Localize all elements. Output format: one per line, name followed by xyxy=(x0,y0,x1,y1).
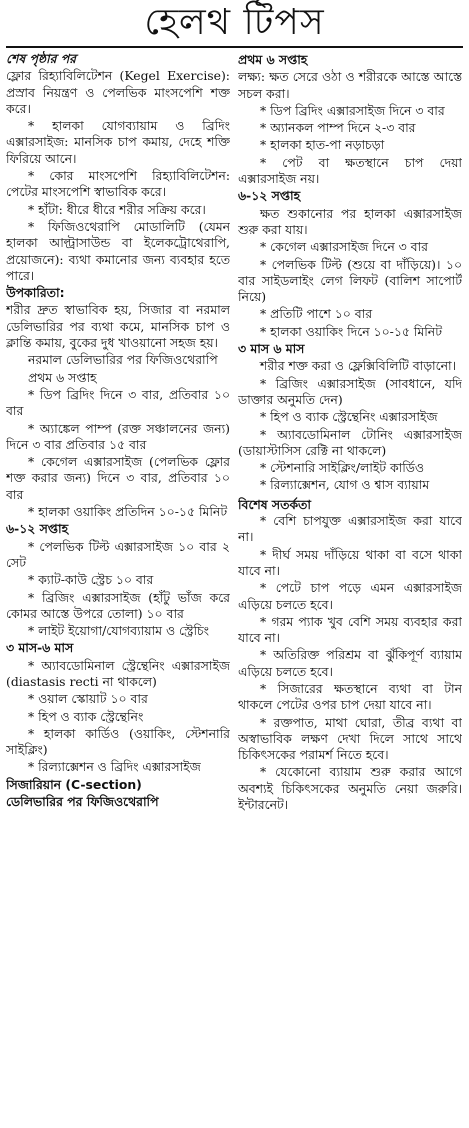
left-column xyxy=(6,51,230,1126)
list-item: * হালকা হাত-পা নড়াচড়া xyxy=(260,137,385,153)
list-item: * দীর্ঘ সময় দাঁড়িয়ে থাকা বা বসে থাকা যাবে না। xyxy=(238,546,462,578)
list-item: * ক্যাট-কাউ স্ট্রেচ ১০ বার xyxy=(28,572,154,588)
list-item: * কেগেল এক্সারসাইজ (পেলভিক ফ্লোর শক্ত করার জন্য) দিনে ৩ বার, প্রতিবার ১০ বার xyxy=(6,454,230,502)
list-item: * কেগেল এক্সারসাইজ দিনে ৩ বার xyxy=(260,239,428,255)
paragraph: * হালকা যোগব্যায়াম ও ব্রিদিং এক্সারসাইজ: মানসিক চাপ কমায়, দেহে শক্তি ফিরিয়ে আনে। xyxy=(6,118,230,166)
list-item: * পেলভিক টিল্ট (শুয়ে বা দাঁড়িয়ে)। ১০ বার সাইডলাইং লেগ লিফট (বালিশ সাপোর্ট নিয়ে) xyxy=(238,256,462,305)
paragraph: শরীর শক্ত করা ও ফ্লেক্সিবিলিটি বাড়ানো। xyxy=(260,358,457,374)
list-item: * অতিরিক্ত পরিশ্রম বা ঝুঁকিপূর্ণ ব্যায়াম এড়িয়ে চলতে হবে। xyxy=(238,647,462,679)
list-item: * স্টেশনারি সাইক্লিং/লাইট কার্ডিও xyxy=(260,460,425,476)
list-item: * অ্যানকল পাম্প দিনে ২-৩ বার xyxy=(260,120,416,136)
list-item: * হালকা ওয়াকিং প্রতিদিন ১০-১৫ মিনিট xyxy=(28,504,228,520)
list-item: * প্রতিটি পাশে ১০ বার xyxy=(260,306,373,322)
list-item: * রিল্যাক্সেশন, যোগ ও শ্বাস ব্যায়াম xyxy=(260,477,430,493)
paragraph: ক্ষত শুকানোর পর হালকা এক্সারসাইজ শুরু করা যায়। xyxy=(238,205,462,237)
masthead xyxy=(6,0,463,46)
list-item: * হালকা ওয়াকিং দিনে ১০-১৫ মিনিট xyxy=(260,323,442,339)
list-item: * পেটে চাপ পড়ে এমন এক্সারসাইজ এড়িয়ে চলতে হবে। xyxy=(238,580,462,612)
caution-heading: বিশেষ সতর্কতা xyxy=(238,496,311,512)
paragraph: * হাঁটা: ধীরে ধীরে শরীর সক্রিয় করে। xyxy=(28,201,206,217)
section-heading: ডেলিভারির পর ফিজিওথেরাপি xyxy=(6,794,159,810)
list-item: * লাইট ইয়োগা/যোগব্যায়াম ও স্ট্রেচিং xyxy=(28,623,210,639)
page-title: হেলথ টিপস xyxy=(144,2,325,43)
section-heading: প্রথম ৬ সপ্তাহ xyxy=(238,52,308,67)
list-item: * ওয়াল স্কোয়াট ১০ বার xyxy=(28,691,148,707)
subheading: প্রথম ৬ সপ্তাহ xyxy=(28,369,97,385)
section-heading: ৩ মাস ৬ মাস xyxy=(238,341,305,357)
list-item: * সিজারের ক্ষতস্থানে ব্যথা বা টান থাকলে পেটের ওপর চাপ দেয়া যাবে না। xyxy=(238,680,462,713)
list-item: * অ্যাঙ্কেল পাম্প (রক্ত সঞ্চালনের জন্য) দিনে ৩ বার প্রতিবার ১৫ বার xyxy=(6,420,230,452)
section-heading: ৬-১২ সপ্তাহ xyxy=(238,188,301,204)
article-columns xyxy=(6,51,463,1126)
list-item: * পেট বা ক্ষতস্থানে চাপ দেয়া এক্সারসাইজ নয়। xyxy=(238,154,462,187)
list-item: * রিল্যাক্সেশন ও ব্রিদিং এক্সারসাইজ xyxy=(28,759,201,775)
list-item: * যেকোনো ব্যায়াম শুরু করার আগে অবশ্যই চিকিৎসকের অনুমতি নেয়া জরুরি। ইন্টারনেট। xyxy=(238,764,462,813)
list-item: * পেলভিক টিল্ট এক্সারসাইজ ১০ বার ২ সেট xyxy=(6,538,230,570)
paragraph: শরীর দ্রুত স্বাভাবিক হয়, সিজার বা নরমাল ডেলিভারির পর ব্যথা কমে, মানসিক চাপ ও ক্লান্তি কমায়, বুকের দুধ খাওয়ানো সহজ হয়। xyxy=(6,302,230,351)
right-column xyxy=(238,51,462,1126)
list-item: * ব্রিজিং এক্সারসাইজ (হাঁটু ভাঁজ করে কোমর আস্তে উপরে তোলা) ১০ বার xyxy=(6,589,230,621)
list-item: * ব্রিজিং এক্সারসাইজ (সাবধানে, যদি ডাক্তার অনুমতি দেন) xyxy=(238,375,462,407)
section-heading: ৩ মাস-৬ মাস xyxy=(6,640,74,656)
paragraph: * কোর মাংসপেশি রিহ্যাবিলিটেশন: পেটের মাংসপেশি স্বাভাবিক করে। xyxy=(6,168,230,200)
list-item: * বেশি চাপযুক্ত এক্সারসাইজ করা যাবে না। xyxy=(238,513,462,545)
section-heading: সিজারিয়ান (C-section) xyxy=(6,776,142,792)
title-rule xyxy=(6,46,463,48)
list-item: * রক্তপাত, মাথা ঘোরা, তীব্র ব্যথা বা অস্বাভাবিক লক্ষণ দেখা দিলে সাথে সাথে চিকিৎসকের পরামর্শ নিতে হবে। xyxy=(238,714,462,763)
paragraph: ফ্লোর রিহ্যাবিলিটেশন (Kegel Exercise): প্রস্রাব নিয়ন্ত্রণ ও পেলভিক মাংসপেশি শক্ত করে। xyxy=(6,68,230,116)
list-item: * ডিপ ব্রিদিং দিনে ৩ বার, প্রতিবার ১০ বার xyxy=(6,386,230,419)
list-item: * অ্যাবডোমিনাল টোনিং এক্সারসাইজ (ডায়াস্টাসিস রেক্টি না থাকলে) xyxy=(238,426,462,458)
list-item: * ডিপ ব্রিদিং এক্সারসাইজ দিনে ৩ বার xyxy=(260,102,445,118)
list-item: * হিপ ও ব্যাক স্ট্রেন্থেনিং এক্সারসাইজ xyxy=(260,409,438,425)
list-item: * হালকা কার্ডিও (ওয়াকিং, স্টেশনারি সাইক্লিং) xyxy=(6,725,230,758)
paragraph: নরমাল ডেলিভারির পর ফিজিওথেরাপি xyxy=(28,352,218,368)
list-item: * গরম প্যাক খুব বেশি সময় ব্যবহার করা যাবে না। xyxy=(238,613,462,646)
section-heading: উপকারিতা: xyxy=(6,285,65,301)
paragraph: * ফিজিওথেরাপি মোডালিটি (যেমন হালকা আল্ট্রাসাউন্ড বা ইলেকট্রোথেরাপি, প্রয়োজনে): ব্যথা কমানোর জন্য ব্যবহার হতে পারে। xyxy=(6,218,230,283)
section-heading: ৬-১২ সপ্তাহ xyxy=(6,521,69,537)
paragraph: লক্ষ্য: ক্ষত সেরে ওঠা ও শরীরকে আস্তে আস্তে সচল করা। xyxy=(238,69,462,101)
list-item: * হিপ ও ব্যাক স্ট্রেন্থেনিং xyxy=(28,708,144,724)
list-item: * অ্যাবডোমিনাল স্ট্রেন্থেনিং এক্সারসাইজ (diastasis recti না থাকলে) xyxy=(6,657,230,689)
continued-note: শেষ পৃষ্ঠার পর xyxy=(6,51,76,66)
